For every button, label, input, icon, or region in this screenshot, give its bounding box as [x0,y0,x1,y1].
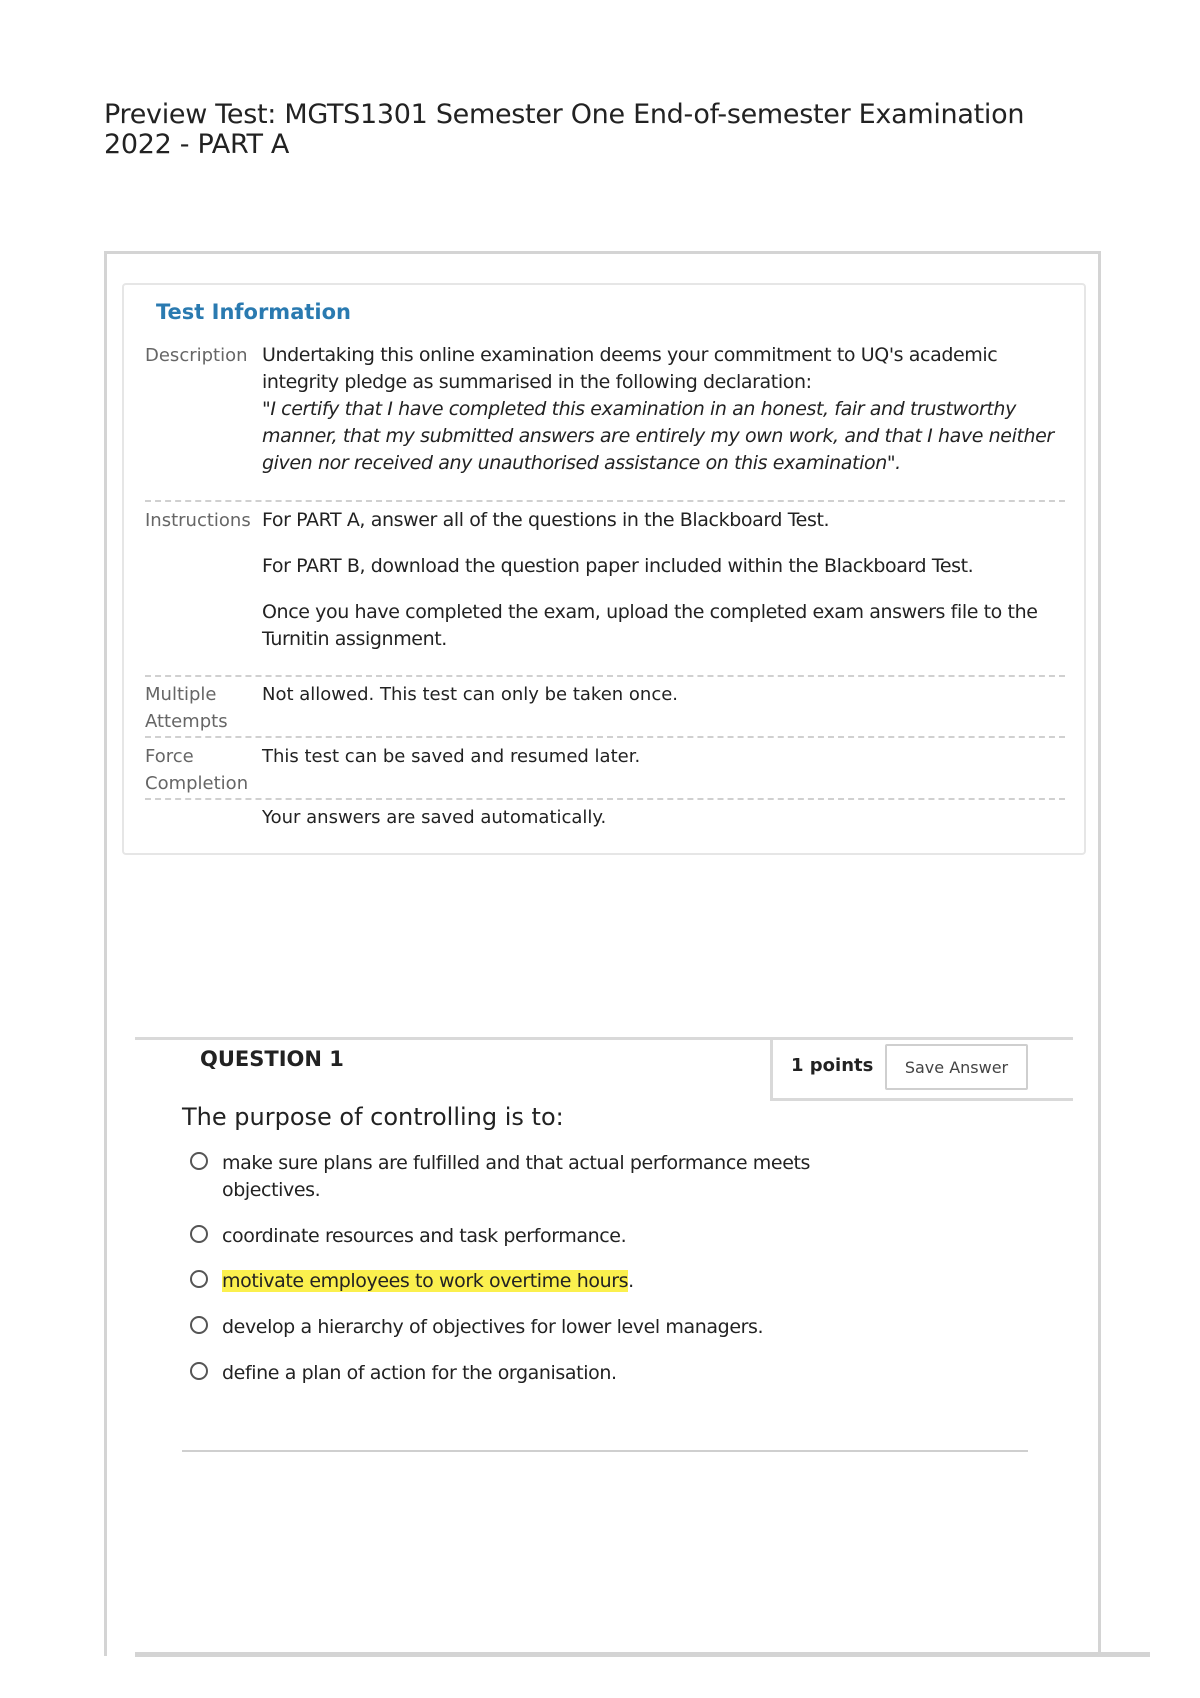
radio-button[interactable] [190,1316,208,1334]
radio-button[interactable] [190,1362,208,1380]
answer-option-label[interactable]: make sure plans are fulfilled and that actual performance meets objectives. [222,1152,811,1201]
instruction-paragraph: For PART B, download the question paper included within the Blackboard Test. [262,555,974,577]
answer-option-label[interactable] [222,1268,822,1295]
autosave-value: Your answers are saved automatically. [262,807,607,828]
multiple-attempts-label: Multiple Attempts [145,684,228,732]
radio-button[interactable] [190,1152,208,1170]
row-divider [145,500,1065,502]
row-divider [145,675,1065,677]
test-information-heading: Test Information [156,300,351,324]
instructions-label: Instructions [145,510,251,531]
bottom-divider [135,1652,1150,1657]
instructions-value [262,507,1062,653]
instruction-paragraph: For PART A, answer all of the questions in the Blackboard Test. [262,509,830,531]
answer-option-label[interactable]: develop a hierarchy of objectives for lower level managers. [222,1316,764,1338]
question-title: QUESTION 1 [200,1047,344,1071]
description-value [262,342,1062,477]
instruction-paragraph: Once you have completed the exam, upload the completed exam answers file to the Turnitin assignment. [262,601,1038,650]
radio-button[interactable] [190,1225,208,1243]
force-completion-label: Force Completion [145,746,249,794]
test-information-panel [122,283,1086,855]
option-suffix: . [628,1270,634,1292]
answer-option-label[interactable]: define a plan of action for the organisation. [222,1362,617,1384]
description-text: Undertaking this online examination deems your commitment to UQ's academic integrity pledge as summarised in the following declaration: [262,344,998,393]
answer-option-label[interactable]: coordinate resources and task performance. [222,1225,627,1247]
question-points-box [770,1037,1073,1101]
question-points: 1 points [791,1055,874,1076]
question-footer-divider [182,1450,1028,1452]
description-label: Description [145,345,248,366]
integrity-declaration: "I certify that I have completed this examination in an honest, fair and trustworthy manner, that my submitted answers are entirely my own work, and that I have neither given nor received any unauthorised assistance on this examination". [262,398,1054,474]
question-header-divider [135,1037,771,1040]
highlighted-text: motivate employees to work overtime hours [222,1270,629,1292]
radio-button[interactable] [190,1270,208,1288]
multiple-attempts-value: Not allowed. This test can only be taken once. [262,684,679,705]
force-completion-value: This test can be saved and resumed later. [262,746,641,767]
page-title: Preview Test: MGTS1301 Semester One End-of-semester Examination 2022 - PART A [104,99,1025,160]
save-answer-button[interactable]: Save Answer [885,1044,1028,1090]
row-divider [145,798,1065,800]
question-text: The purpose of controlling is to: [182,1103,564,1131]
row-divider [145,736,1065,738]
